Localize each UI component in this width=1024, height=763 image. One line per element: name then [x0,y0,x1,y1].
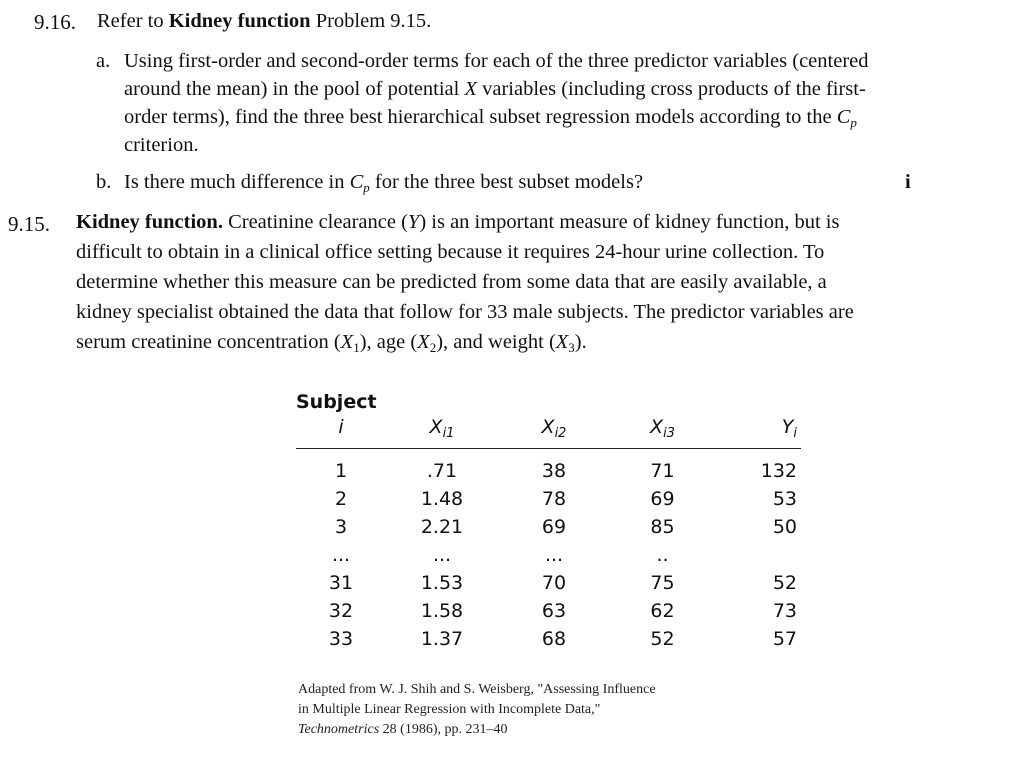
table-row: 2 1.48 78 69 53 [334,488,797,510]
part-a-line2: around the mean) in the pool of potential X variables (including cross products of the first- [124,78,866,100]
intro-bold-title: Kidney function [168,10,311,32]
problem-915-line4: kidney specialist obtained the data that follow for 33 male subjects. The predictor variables are [76,301,854,323]
problem-915-title: Kidney function. [76,211,223,233]
problem-915-number: 9.15. [8,212,50,236]
problem-915-line3: determine whether this measure can be predicted from some data that are easily available, a [76,271,827,293]
part-a-line3: order terms), find the three best hierarchical subset regression models according to the $C_p$ [124,106,857,130]
problem-916-intro [97,7,431,35]
header-i: i [296,416,386,449]
problem-915-line1: Kidney function. Creatinine clearance (Y) is an important measure of kidney function, but is [76,211,840,233]
problem-915-line2: difficult to obtain in a clinical office setting because it requires 24-hour urine collection. To [76,241,825,263]
table-header-row [296,416,801,449]
part-a-label: a. [96,50,111,72]
header-x3: $X_{i3}$ [610,416,715,449]
table-row-ellipsis: ... ... ... .. [331,544,669,566]
table-row: 32 1.58 63 62 73 [328,600,797,622]
source-line2: in Multiple Linear Regression with Incomplete Data," [298,702,601,717]
intro-suffix: Problem 9.15. [310,10,432,32]
header-y: $Y_i$ [715,416,801,449]
part-a-text [124,47,994,159]
marginal-mark: i [905,171,911,193]
table-row: 3 2.21 69 85 50 [334,516,797,538]
problem-916-number: 9.16. [34,10,76,34]
table-row: 31 1.53 70 75 52 [328,572,797,594]
header-x1: $X_{i1}$ [386,416,498,449]
table-row: 33 1.37 68 52 57 [328,628,797,650]
part-a-line4: criterion. [124,134,199,156]
problem-915-line5: serum creatinine concentration $(X_1)$, age $(X_2)$, and weight $(X_3)$. [76,331,587,355]
kidney-data-table [296,388,801,653]
source-citation [298,680,656,740]
table-row: 1 .71 38 71 132 [334,460,797,482]
table-header-top [296,388,801,416]
source-line1: Adapted from W. J. Shih and S. Weisberg, "Assessing Influence [298,682,656,697]
header-x2: $X_{i2}$ [498,416,610,449]
part-a-line1: Using first-order and second-order terms for each of the three predictor variables (centered [124,50,869,72]
part-b-label: b. [96,171,112,193]
header-subject: Subject [296,391,377,413]
problem-915-text [76,207,1006,357]
part-b-text: Is there much difference in $C_p$ for the three best subset models? [124,171,644,195]
source-line3: Technometrics 28 (1986), pp. 231–40 [298,722,508,737]
intro-prefix: Refer to [97,10,169,32]
